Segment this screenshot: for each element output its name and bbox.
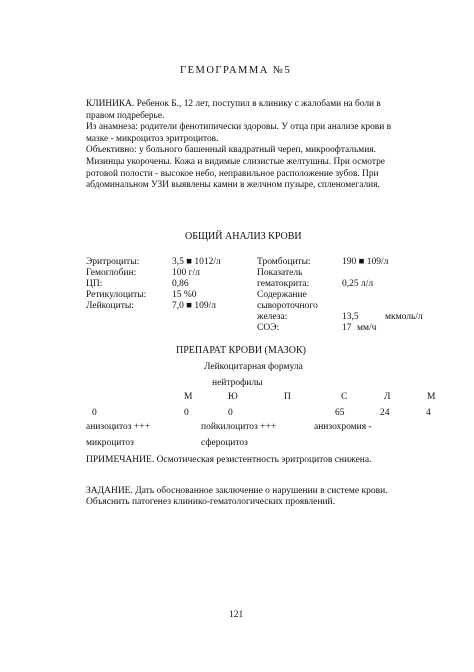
formula-header: П <box>284 392 291 402</box>
note: ПРИМЕЧАНИЕ. Осмотическая резистентность эритроцитов снижена. <box>86 455 372 465</box>
hematocrit-value: 0,25 л/л <box>342 279 374 289</box>
hematocrit-label-2: гематокрита: <box>257 279 310 289</box>
microcytosis: микроцитоз <box>86 438 134 448</box>
page-title: ГЕМОГРАММА №5 <box>180 65 292 76</box>
esr-label: СОЭ: <box>257 323 280 333</box>
hematocrit-label-1: Показатель <box>257 268 303 278</box>
leukocytes-label: Лейкоциты: <box>86 301 134 311</box>
anisochromia: анизохромия - <box>314 422 372 432</box>
neutrophils-heading: нейтрофилы <box>212 378 263 388</box>
task-line-1: ЗАДАНИЕ. Дать обоснованное заключение о нарушении в системе крови. <box>86 486 388 496</box>
poikilocytosis: пойкилоцитоз +++ <box>201 422 277 432</box>
spherocytosis: сфероцитоз <box>201 438 248 448</box>
clinic-paragraph: КЛИНИКА. Ребенок Б., 12 лет, поступил в клинику с жалобами на боли в правом подреберье. <box>86 99 381 121</box>
serum-iron-label-3: железа: <box>257 312 288 322</box>
objective-paragraph: Объективно: у больного башенный квадратный череп, микроофтальмия. Мизинцы укорочены. Кожа и видимые слизистые желтушны. При осмотре ротовой полости - высокое небо, неправильное расположение зубов. При абдоминальном УЗИ выявлены камни в желчном пузыре, спленомегалия. <box>86 145 385 191</box>
clinical-case <box>86 99 404 192</box>
serum-iron-label-2: сывороточного <box>257 301 318 311</box>
formula-value: 0 <box>92 408 97 418</box>
formula-value: 0 <box>228 408 233 418</box>
esr-unit: мм/ч <box>357 323 377 333</box>
rbc-label: Эритроциты: <box>86 257 140 267</box>
serum-iron-label-1: Содержание <box>257 290 307 300</box>
color-index-value: 0,86 <box>172 279 189 289</box>
anisocytosis: анизоцитоз +++ <box>86 422 150 432</box>
task-line-2: Объяснить патогенез клинико-гематологических проявлений. <box>86 497 336 507</box>
formula-header: М <box>427 392 436 402</box>
hemoglobin-label: Гемоглобин: <box>86 268 137 278</box>
smear-heading: ПРЕПАРАТ КРОВИ (МАЗОК) <box>176 345 306 356</box>
reticulocytes-value: 15 %0 <box>172 290 197 300</box>
platelets-label: Тромбоциты: <box>257 257 311 267</box>
color-index-label: ЦП: <box>86 279 103 289</box>
serum-iron-value: 13,5 <box>342 312 359 322</box>
formula-value: 0 <box>184 408 189 418</box>
formula-header: Ю <box>228 392 238 402</box>
page-number: 121 <box>229 610 244 620</box>
anamnesis-paragraph: Из анамнеза: родители фенотипически здоровы. У отца при анализе крови в мазке - микроцитоз эритроцитов. <box>86 122 392 144</box>
formula-header: М <box>184 392 193 402</box>
platelets-value: 190 ■ 109/л <box>342 257 389 267</box>
reticulocytes-label: Ретикулоциты: <box>86 290 147 300</box>
leukocytes-value: 7,0 ■ 109/л <box>172 301 216 311</box>
rbc-value: 3,5 ■ 1012/л <box>172 257 221 267</box>
formula-value: 24 <box>380 408 390 418</box>
hemoglobin-value: 100 г/л <box>172 268 200 278</box>
esr-value: 17 <box>342 323 352 333</box>
leukocyte-formula-heading: Лейкоцитарная формула <box>204 362 303 372</box>
formula-value: 4 <box>426 408 431 418</box>
formula-header: С <box>341 392 348 402</box>
formula-header: Л <box>384 392 391 402</box>
analysis-heading: ОБЩИЙ АНАЛИЗ КРОВИ <box>185 231 302 242</box>
serum-iron-unit: мкмоль/л <box>385 312 423 322</box>
formula-value: 65 <box>335 408 345 418</box>
